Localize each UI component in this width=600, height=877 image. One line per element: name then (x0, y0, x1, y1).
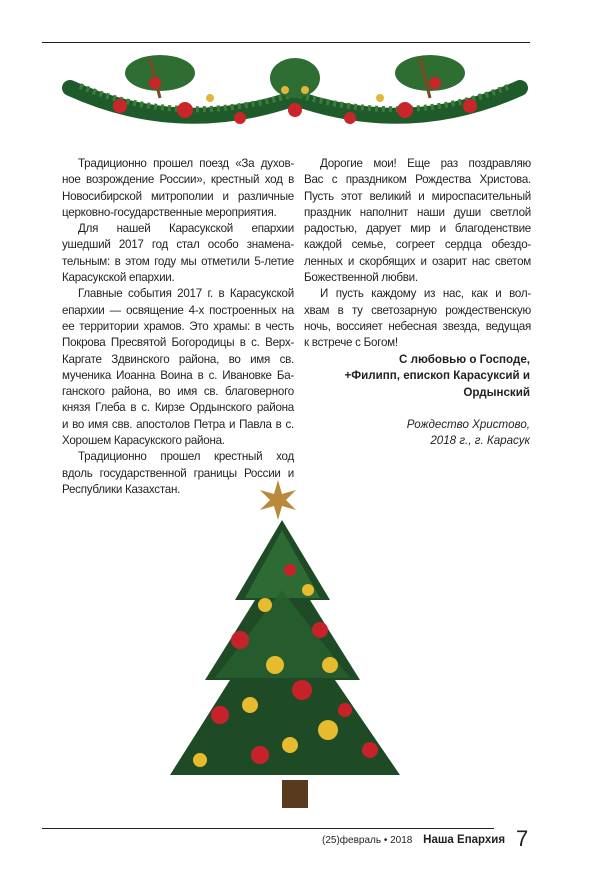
text-line: Вас с праздником Рождества Христова. (304, 173, 531, 187)
text-line: Пусть этот великий и мироспасительный (304, 189, 531, 203)
right-article-column (304, 156, 531, 352)
footer-rule (42, 828, 494, 829)
text-line: ночь, воссияет небесная звезда, ведущая (304, 319, 531, 333)
text-line: ное возрождение России», крестный ход в (62, 173, 294, 187)
text-line: праздник наполнит наши души светлой (304, 205, 531, 219)
text-line: Новосибирской митрополии и различные (62, 189, 294, 203)
text-line: церковно-государственные мероприятия. (62, 205, 277, 219)
signature-block (304, 352, 530, 401)
page-footer (322, 834, 505, 846)
signature-place-date (304, 417, 530, 450)
page-number: 7 (516, 826, 529, 851)
text-line: мученика Иоанна Воина в с. Ивановке Ба- (62, 368, 294, 382)
text-line: ганского района, во имя св. благоверного (62, 385, 294, 399)
text-line: Покрова Пресвятой Богородицы в с. Верх- (62, 336, 294, 350)
text-line: хвам в ту светозарную рождественскую (304, 303, 531, 317)
text-line: Республики Казахстан. (62, 482, 181, 496)
text-line: Карасукской епархии. (62, 271, 175, 285)
text-line: епархии — освящение 4-х построенных на (62, 303, 294, 317)
signature-title: Ордынский (463, 385, 530, 399)
paragraph (304, 286, 531, 351)
text-line: вдоль государственной границы России и (62, 466, 294, 480)
text-line: Главные события 2017 г. в Карасукской (78, 287, 294, 301)
text-line: Божественной любви. (304, 271, 418, 285)
text-line: князя Глеба в с. Кирзе Ордынского района (62, 401, 294, 415)
signature-name: +Филипп, епископ Карасуксий и (344, 369, 530, 383)
paragraph (62, 156, 294, 221)
text-line: Хорошем Карасукского района. (62, 434, 225, 448)
paragraph (62, 286, 294, 449)
text-line: к встрече с Богом! (304, 336, 398, 350)
text-line: Для нашей Карасукской епархии (78, 222, 294, 236)
signature-date-place: 2018 г., г. Карасук (430, 434, 530, 448)
magazine-title: Наша Епархия (423, 834, 506, 846)
paragraph (62, 221, 294, 286)
signature-line: С любовью о Господе, (399, 353, 530, 366)
text-line: ее территории храмов. Это храмы: в честь (62, 319, 294, 333)
text-line: ленных и скорбящих и озарит нас светом (304, 254, 531, 268)
text-line: ушедший 2017 год стал особо знамена- (62, 238, 294, 252)
left-article-column (62, 156, 294, 498)
christmas-tree-image (170, 480, 420, 810)
text-line: И пусть каждому из нас, как и вол- (320, 287, 531, 301)
paragraph (304, 156, 531, 286)
text-line: тельным: в этом году мы отметили 5-летие (62, 254, 294, 268)
text-line: Традиционно прошел поезд «За духов- (78, 157, 294, 170)
signature-occasion: Рождество Христово, (406, 418, 530, 431)
text-line: радостью, дарует мир и благоденствие (304, 222, 531, 236)
text-line: и во имя свв. апостолов Петра и Павла в с. (62, 417, 294, 431)
text-line: Каргате Здвинского района, во имя св. (62, 352, 294, 366)
issue-date: (25)февраль • 2018 (322, 835, 413, 846)
text-line: Дорогие мои! Еще раз поздравляю (320, 157, 531, 170)
text-line: каждой семье, согреет сердца обездо- (304, 238, 531, 252)
christmas-garland-image (60, 48, 530, 138)
text-line: Традиционно прошел крестный ход (78, 450, 294, 464)
top-rule (42, 42, 530, 43)
